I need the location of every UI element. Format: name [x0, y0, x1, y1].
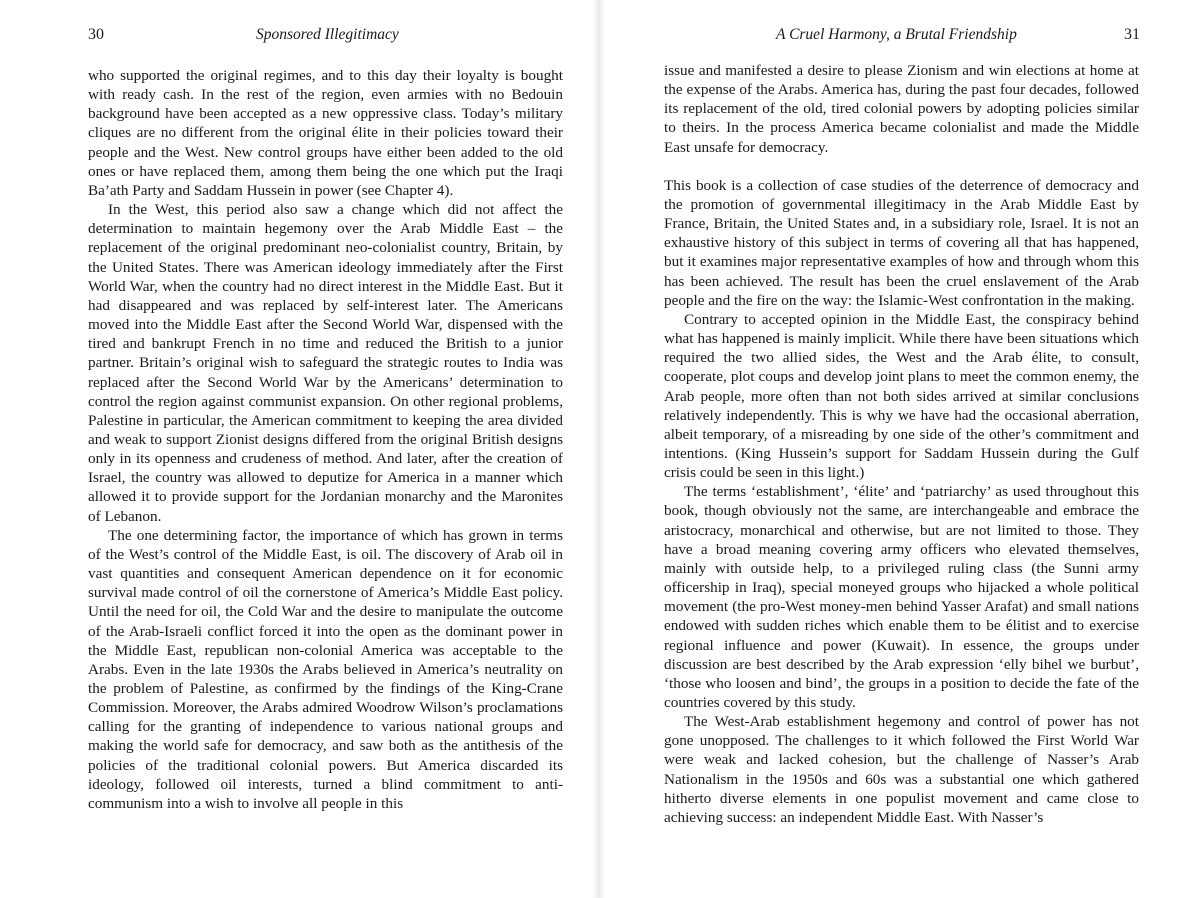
right-page-header: [664, 26, 1140, 50]
right-paragraph-2: This book is a collection of case studies of the deterrence of democracy and the promotion of governmental illegitimacy in the Arab Middle East by France, Britain, the United States and, in a subsidiary role, Israel. It is not an exhaustive history of this subject in terms of covering all that has happened, but it examines major representative examples of how and through whom this has been achieved. The result has been the cruel enslavement of the Arab people and the fire on the way: the Islamic-West confrontation in the making.: [664, 176, 1139, 309]
left-page-body: [88, 66, 563, 813]
left-page-header: [88, 26, 563, 50]
right-page: [600, 0, 1195, 898]
left-paragraph-1: who supported the original regimes, and to this day their loyalty is bought with ready cash. In the rest of the region, even armies with no Bedouin background have been accepted as a new oppressive class. Today’s military cliques are no different from the original élite in their policies toward their people and the West. New control groups have either been added to the old ones or have replaced them, among them being the one which put the Iraqi Ba’ath Party and Saddam Hussein in power (see Chapter 4).: [88, 67, 563, 199]
right-page-number: 31: [1124, 26, 1140, 43]
right-paragraph-1: issue and manifested a desire to please Zionism and win elections at home at the expense of the Arabs. America has, during the past four decades, followed its replacement of the old, tired colonial powers by adopting policies similar to theirs. In the process America became colonialist and made the Middle East unsafe for democracy.: [664, 62, 1139, 156]
right-paragraph-5: The West-Arab establishment hegemony and control of power has not gone unopposed. The challenges to it which followed the First World War were weak and lacked cohesion, but the challenge of Nasser’s Arab Nationalism in the 1950s and 60s was a substantial one which gathered hitherto diverse elements in one populist movement and came close to achieving success: an independent Middle East. With Nasser’s: [664, 713, 1139, 826]
left-paragraph-3: The one determining factor, the importance of which has grown in terms of the West’s control of the Middle East, is oil. The discovery of Arab oil in vast quantities and consequent American dependence on it for economic survival made control of oil the cornerstone of America’s Middle East policy. Until the need for oil, the Cold War and the desire to manipulate the outcome of the Arab-Israeli conflict forced it into the open as the dominant power in the Middle East, republican non-colonial America was acceptable to the Arabs. Even in the late 1930s the Arabs believed in America’s neutrality on the problem of Palestine, as confirmed by the findings of the King-Crane Commission. Moreover, the Arabs admired Woodrow Wilson’s proclamations calling for the granting of independence to various national groups and making the world safe for democracy, and saw both as the antithesis of the policies of the traditional colonial powers. But America discarded its ideology, followed oil interests, turned a blind commitment to anti-communism into a wish to involve all people in this: [88, 526, 563, 812]
right-running-title: A Cruel Harmony, a Brutal Friendship: [776, 26, 1017, 43]
left-paragraph-2: In the West, this period also saw a change which did not affect the determination to maintain hegemony over the Arab Middle East – the replacement of the original predominant neo-colonialist country, Britain, by the United States. There was American ideology immediately after the First World War, when the country had no direct interest in the Middle East. But it had disappeared and was replaced by self-interest later. The Americans moved into the Middle East after the Second World War, dispensed with the tired and bankrupt French in no time and reduced the British to a junior partner. Britain’s original wish to safeguard the strategic routes to India was replaced after the Second World War by the Americans’ determination to control the region against communist expansion. On other regional problems, Palestine in particular, the American commitment to keeping the area divided and weak to support Zionist designs differed from the original British designs only in its openness and crudeness of method. And later, after the creation of Israel, the country was allowed to deputize for America in a manner which allowed it to provide support for the Jordanian monarchy and the Maronites of Lebanon.: [88, 201, 563, 525]
right-paragraph-4: The terms ‘establishment’, ‘élite’ and ‘patriarchy’ as used throughout this book, though obviously not the same, are interchangeable and embrace the aristocracy, monarchical and otherwise, but are not limited to those. They have a broad meaning covering army officers who elevated themselves, mainly with outside help, to a privileged ruling class (the Sunni army officership in Iraq), special moneyed groups who hijacked a whole political movement (the pro-West money-men behind Yasser Arafat) and small nations endowed with sudden riches which enable them to be élitist and to exercise regional influence and power (Kuwait). In essence, the groups under discussion are best described by the Arab expression ‘elly bihel we burbut’, ‘those who loosen and bind’, the groups in a position to decide the fate of the countries covered by this study.: [664, 483, 1139, 711]
left-page: [0, 0, 595, 898]
right-page-body: [664, 61, 1139, 827]
left-running-title: Sponsored Illegitimacy: [256, 26, 399, 43]
right-paragraph-3: Contrary to accepted opinion in the Middle East, the conspiracy behind what has happened is mainly implicit. While there have been situations which required the two allied sides, the West and the Arab élite, to consult, cooperate, plot coups and develop joint plans to meet the common enemy, the Arab people, more often than not both sides arrived at similar conclusions relatively independently. This is why we have had the occasional aberration, albeit temporary, of a misreading by one side of the other’s commitment and intentions. (King Hussein’s support for Saddam Hussein during the Gulf crisis could be seen in this light.): [664, 310, 1139, 482]
left-page-number: 30: [88, 26, 104, 43]
